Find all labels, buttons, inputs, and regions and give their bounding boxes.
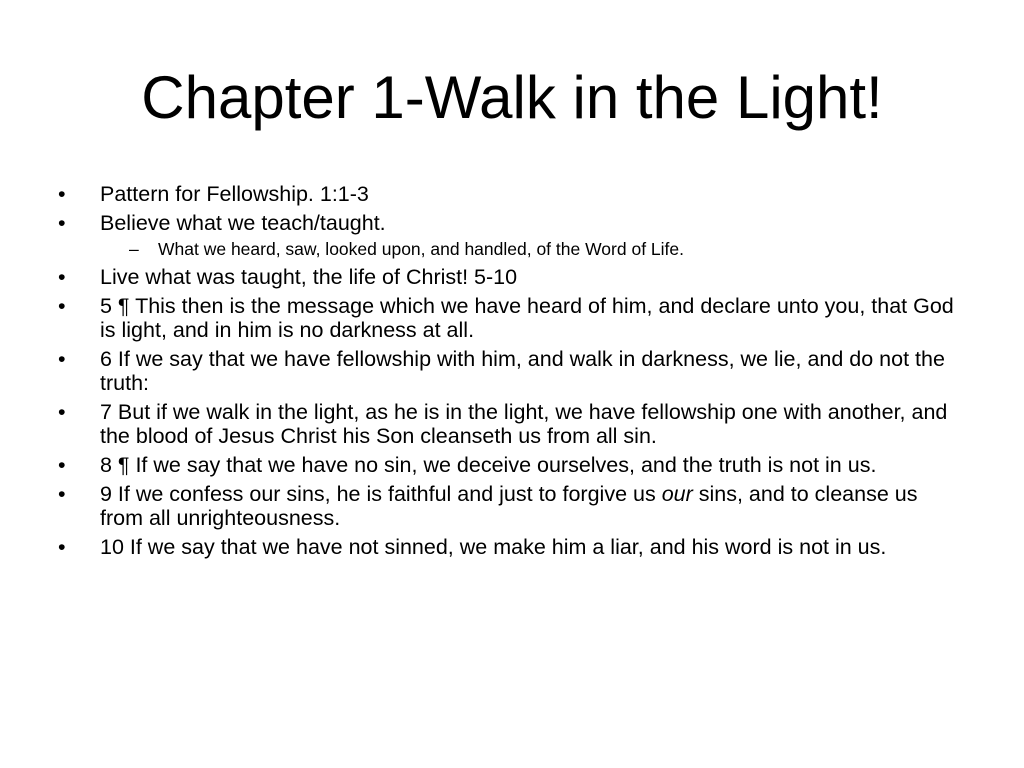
bullet-marker: •: [58, 182, 66, 206]
list-item-text: 8 ¶ If we say that we have no sin, we deceive ourselves, and the truth is not in us.: [100, 453, 877, 477]
list-item-text: 7 But if we walk in the light, as he is in the light, we have fellowship one with another, and the blood of Jesus Christ his Son cleanseth us from all sin.: [100, 400, 948, 448]
list-item-text: 5 ¶ This then is the message which we have heard of him, and declare unto you, that God is light, and in him is no darkness at all.: [100, 294, 954, 342]
bullet-marker: •: [58, 265, 66, 289]
list-item-text: Pattern for Fellowship. 1:1-3: [100, 182, 369, 206]
list-item: [0, 182, 1024, 206]
list-item-text: Believe what we teach/taught.: [100, 211, 386, 235]
list-item-text: 10 If we say that we have not sinned, we make him a liar, and his word is not in us.: [100, 535, 887, 559]
list-item: [0, 265, 1024, 289]
list-item: [0, 211, 1024, 235]
bullet-list: [0, 182, 1024, 564]
bullet-marker: •: [58, 347, 66, 371]
bullet-marker: •: [58, 294, 66, 318]
bullet-marker: •: [58, 400, 66, 424]
list-item-text: 6 If we say that we have fellowship with him, and walk in darkness, we lie, and do not the truth:: [100, 347, 945, 395]
list-item-text: Live what was taught, the life of Christ! 5-10: [100, 265, 518, 289]
verse-text-after: sins, and to cleanse us from all unrighteousness.: [100, 482, 918, 530]
list-item: [0, 453, 1024, 477]
list-item: [0, 294, 1024, 342]
sub-list-item-text: What we heard, saw, looked upon, and handled, of the Word of Life.: [158, 239, 684, 259]
list-item: [0, 535, 1024, 559]
dash-marker: –: [129, 239, 139, 259]
list-item: [0, 400, 1024, 448]
slide-title: Chapter 1-Walk in the Light!: [141, 64, 883, 131]
sub-list-item: [0, 238, 1024, 260]
list-item: [0, 482, 1024, 530]
bullet-marker: •: [58, 482, 66, 506]
bullet-marker: •: [58, 535, 66, 559]
italic-word: our: [661, 482, 693, 506]
list-item: [0, 347, 1024, 395]
list-item-text: [100, 482, 917, 530]
bullet-marker: •: [58, 453, 66, 477]
bullet-marker: •: [58, 211, 66, 235]
verse-text-before: 9 If we confess our sins, he is faithful and just to forgive us: [100, 482, 662, 506]
